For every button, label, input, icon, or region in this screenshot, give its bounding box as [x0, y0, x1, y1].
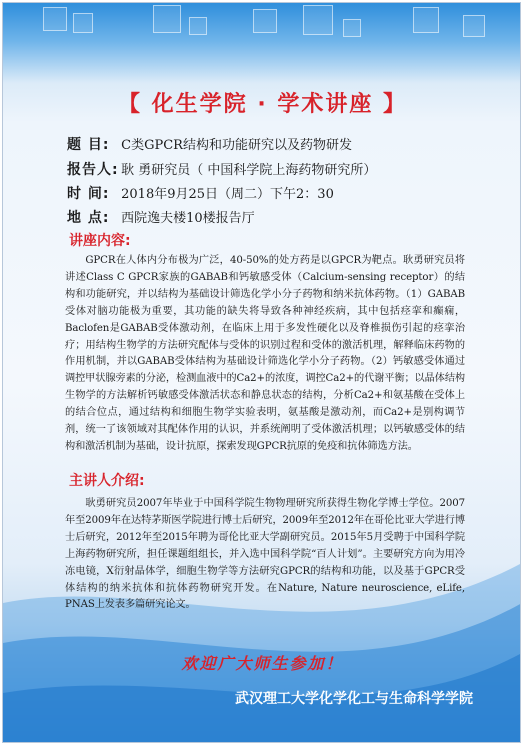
poster-title: 【 化生学院 · 学术讲座 】	[118, 92, 407, 117]
topic-row	[67, 134, 352, 154]
time-label: 时 间:	[67, 186, 110, 202]
speaker-value: 耿 勇研究员（ 中国科学院上海药物研究所）	[121, 163, 377, 178]
bio-heading: 主讲人介绍:	[69, 473, 145, 489]
place-value: 西院逸夫楼10楼报告厅	[121, 211, 255, 226]
lecture-poster	[2, 2, 521, 743]
speaker-row	[67, 159, 376, 179]
bio-paragraph: 耿勇研究员2007年毕业于中国科学院生物物理研究所获得生物化学博士学位。2007年至2009年在达特茅斯医学院进行博士后研究，2009年至2012年在哥伦比亚大学进行博士后研究，2012年至2015年聘为哥伦比亚大学副研究员。2015年5月受聘于中国科学院上海药物研究所，担任课题组组长，并入选中国科学院“百人计划”。主要研究方向为用冷冻电镜，X衍射晶体学，细胞生物学等方法研究GPCR的结构和功能，以及基于GPCR受体结构的纳米抗体和抗体药物研究开发。在Nature, Nature neuroscience, eLife, PNAS上发表多篇研究论文。	[65, 498, 465, 611]
time-row	[67, 183, 334, 203]
topic-value: C类GPCR结构和功能研究以及药物研发	[121, 138, 352, 153]
organizer-name: 武汉理工大学化学化工与生命科学学院	[235, 691, 473, 707]
welcome-message: 欢迎广大师生参加！	[181, 654, 344, 673]
place-label: 地 点:	[67, 210, 110, 226]
topic-label: 题 目:	[67, 137, 110, 153]
place-row	[67, 207, 255, 227]
content-paragraph: GPCR在人体内分布极为广泛，40-50%的处方药是以GPCR为靶点。耿勇研究员将讲述Class C GPCR家族的GABAB和钙敏感受体（Calcium-sensing receptor）的结构和功能研究，并以结构为基础设计筛选化学小分子药物和纳米抗体药物。（1）GABAB受体对脑功能极为重要，其功能的缺失将导致各种神经疾病，其中包括痉挛和癫痫，Baclofen是GABAB受体激动剂，在临床上用于多发性硬化以及脊椎损伤引起的痉挛治疗；用结构生物学的方法研究配体与受体的识别过程和受体的激活机理，解释临床药物的作用机制，并以GABAB受体结构为基础设计筛选化学小分子药物。（2）钙敏感受体通过调控甲状腺旁素的分泌，检测血液中的Ca2+的浓度，调控Ca2+的代谢平衡；以晶体结构生物学的方法解析钙敏感受体激活状态和静息状态的结构，分析Ca2+和氨基酸在受体上的结合位点，通过结构和细胞生物学实验表明，氨基酸是激动剂，而Ca2+是别构调节剂，统一了该领域对其配体作用的认识，并系统阐明了受体激活机理；以钙敏感受体的结构和激活机制为基础，设计抗原，探索发现GPCR抗原的免疫和抗体筛选方法。	[65, 255, 465, 452]
time-value: 2018年9月25日（周二）下午2：30	[121, 187, 334, 202]
speaker-label: 报告人:	[67, 162, 119, 178]
content-heading: 讲座内容:	[69, 233, 131, 249]
